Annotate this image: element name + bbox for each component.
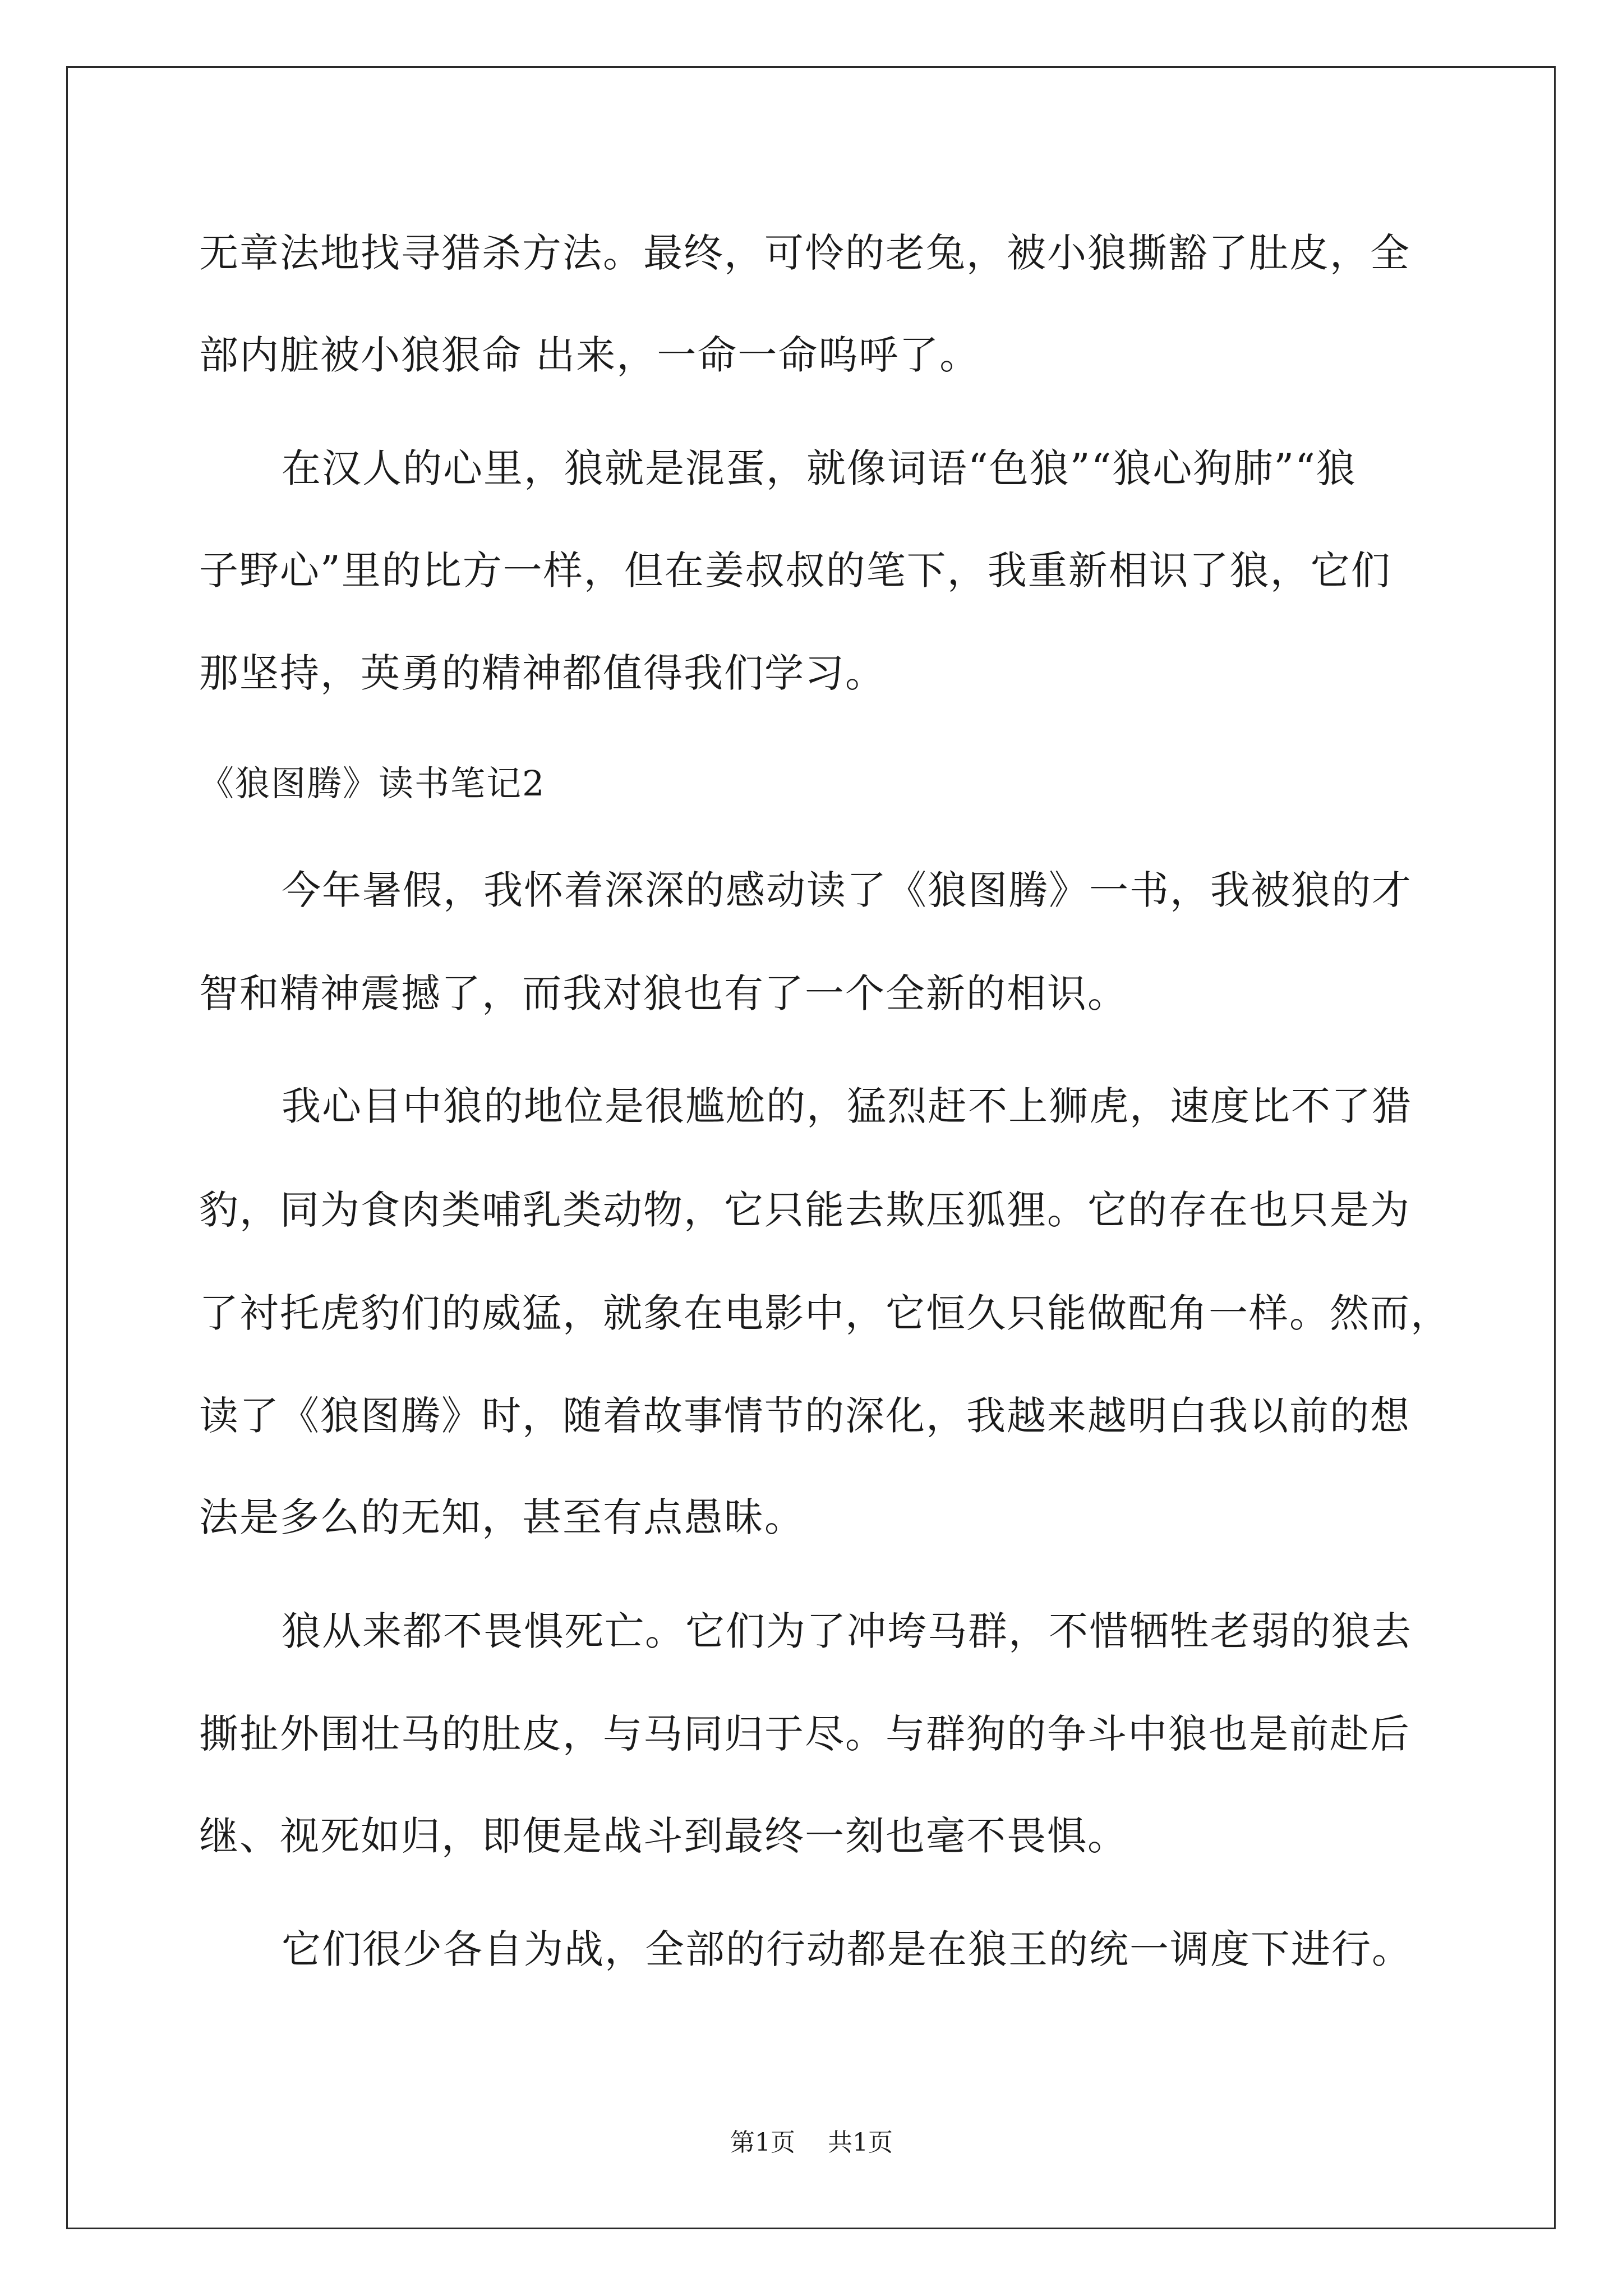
paragraph-start-line: 我心目中狼的地位是很尴尬的，猛烈赶不上狮虎，速度比不了猎 xyxy=(282,1083,1412,1129)
text-line: 豹，同为食肉类哺乳类动物，它只能去欺压狐狸。它的存在也只是为 xyxy=(199,1187,1410,1233)
page-border xyxy=(66,66,1556,2229)
text-line: 了衬托虎豹们的威猛，就象在电影中，它恒久只能做配角一样。然而， xyxy=(199,1290,1451,1336)
page-footer xyxy=(0,2128,1623,2157)
text-line: 无章法地找寻猎杀方法。最终，可怜的老兔，被小狼撕豁了肚皮，全 xyxy=(199,230,1410,276)
section-heading: 《狼图腾》读书笔记2 xyxy=(199,763,546,804)
page-number: 第1页 xyxy=(730,2128,795,2157)
text-line: 继、视死如归，即便是战斗到最终一刻也毫不畏惧。 xyxy=(199,1813,1128,1859)
text-line: 智和精神震撼了，而我对狼也有了一个全新的相识。 xyxy=(199,970,1128,1016)
text-line: 子野心”里的比方一样，但在姜叔叔的笔下，我重新相识了狼，它们 xyxy=(199,547,1391,593)
paragraph-start-line: 在汉人的心里，狼就是混蛋，就像词语“色狼”“狼心狗肺”“狼 xyxy=(282,445,1357,491)
paragraph-start-line: 狼从来都不畏惧死亡。它们为了冲垮马群，不惜牺牲老弱的狼去 xyxy=(282,1608,1412,1654)
total-pages: 共1页 xyxy=(828,2128,893,2157)
paragraph-start-line: 今年暑假，我怀着深深的感动读了《狼图腾》一书，我被狼的才 xyxy=(282,867,1412,913)
text-line: 部内脏被小狼狠命 出来，一命一命呜呼了。 xyxy=(199,332,980,378)
text-line: 读了《狼图腾》时，随着故事情节的深化，我越来越明白我以前的想 xyxy=(199,1393,1410,1439)
text-line: 那坚持，英勇的精神都值得我们学习。 xyxy=(199,650,886,696)
text-line: 法是多么的无知，甚至有点愚昧。 xyxy=(199,1494,805,1540)
text-line: 撕扯外围壮马的肚皮，与马同归于尽。与群狗的争斗中狼也是前赴后 xyxy=(199,1711,1410,1757)
paragraph-start-line: 它们很少各自为战，全部的行动都是在狼王的统一调度下进行。 xyxy=(282,1926,1412,1972)
